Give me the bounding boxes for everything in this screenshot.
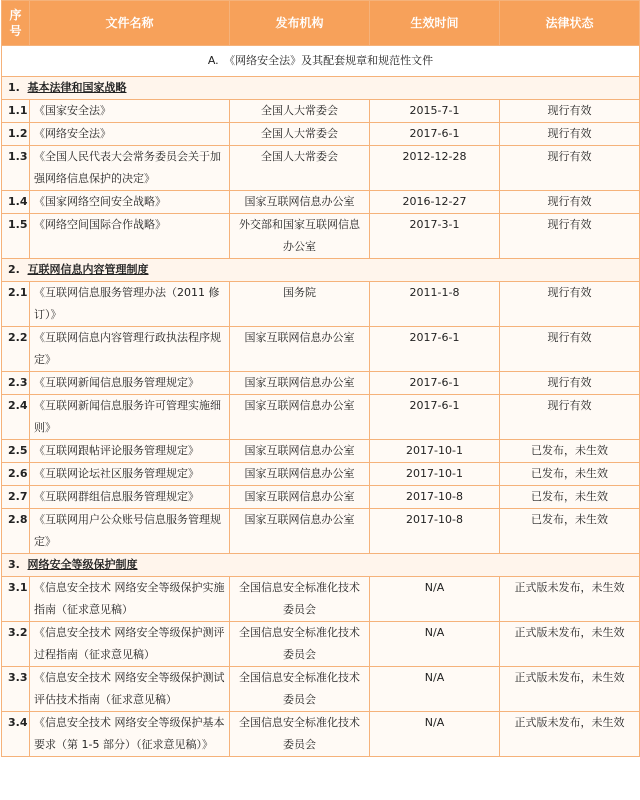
legal-status: 现行有效 bbox=[500, 395, 640, 440]
document-name: 《互联网用户公众账号信息服务管理规定》 bbox=[30, 509, 230, 554]
effective-date: 2017-6-1 bbox=[370, 123, 500, 146]
row-number: 2.4 bbox=[2, 395, 30, 440]
table-row bbox=[2, 282, 640, 327]
section-title: 基本法律和国家战略 bbox=[27, 81, 127, 94]
row-number: 2.5 bbox=[2, 440, 30, 463]
legal-status: 现行有效 bbox=[500, 214, 640, 259]
effective-date: N/A bbox=[370, 577, 500, 622]
issuing-body: 国家互联网信息办公室 bbox=[230, 327, 370, 372]
regulations-table bbox=[1, 0, 640, 757]
row-number: 2.3 bbox=[2, 372, 30, 395]
table-row bbox=[2, 100, 640, 123]
issuing-body: 国家互联网信息办公室 bbox=[230, 395, 370, 440]
legal-status: 正式版未发布，未生效 bbox=[500, 712, 640, 757]
effective-date: N/A bbox=[370, 712, 500, 757]
issuing-body: 国家互联网信息办公室 bbox=[230, 372, 370, 395]
issuing-body: 国家互联网信息办公室 bbox=[230, 509, 370, 554]
legal-status: 已发布，未生效 bbox=[500, 440, 640, 463]
document-name: 《互联网信息内容管理行政执法程序规定》 bbox=[30, 327, 230, 372]
header-name: 文件名称 bbox=[30, 1, 230, 46]
effective-date: N/A bbox=[370, 667, 500, 712]
document-name: 《信息安全技术 网络安全等级保护实施指南（征求意见稿） bbox=[30, 577, 230, 622]
row-number: 3.3 bbox=[2, 667, 30, 712]
table-row bbox=[2, 395, 640, 440]
legal-status: 已发布，未生效 bbox=[500, 509, 640, 554]
legal-status: 正式版未发布，未生效 bbox=[500, 667, 640, 712]
legal-status: 现行有效 bbox=[500, 372, 640, 395]
table-row bbox=[2, 622, 640, 667]
issuing-body: 全国信息安全标准化技术委员会 bbox=[230, 577, 370, 622]
effective-date: 2017-6-1 bbox=[370, 327, 500, 372]
table-row bbox=[2, 146, 640, 191]
section-header bbox=[2, 554, 640, 577]
document-name: 《全国人民代表大会常务委员会关于加强网络信息保护的决定》 bbox=[30, 146, 230, 191]
document-name: 《互联网论坛社区服务管理规定》 bbox=[30, 463, 230, 486]
part-title: A. 《网络安全法》及其配套规章和规范性文件 bbox=[2, 46, 640, 77]
header-org: 发布机构 bbox=[230, 1, 370, 46]
effective-date: 2015-7-1 bbox=[370, 100, 500, 123]
document-name: 《信息安全技术 网络安全等级保护测试评估技术指南（征求意见稿） bbox=[30, 667, 230, 712]
table-row bbox=[2, 667, 640, 712]
legal-status: 现行有效 bbox=[500, 123, 640, 146]
row-number: 2.1 bbox=[2, 282, 30, 327]
row-number: 1.3 bbox=[2, 146, 30, 191]
effective-date: 2011-1-8 bbox=[370, 282, 500, 327]
issuing-body: 国家互联网信息办公室 bbox=[230, 440, 370, 463]
table-row bbox=[2, 577, 640, 622]
document-name: 《国家网络空间安全战略》 bbox=[30, 191, 230, 214]
table-row bbox=[2, 123, 640, 146]
document-name: 《互联网新闻信息服务许可管理实施细则》 bbox=[30, 395, 230, 440]
legal-status: 现行有效 bbox=[500, 327, 640, 372]
table-row bbox=[2, 372, 640, 395]
effective-date: 2017-6-1 bbox=[370, 395, 500, 440]
legal-status: 已发布，未生效 bbox=[500, 486, 640, 509]
issuing-body: 国家互联网信息办公室 bbox=[230, 191, 370, 214]
effective-date: 2017-10-8 bbox=[370, 486, 500, 509]
row-number: 3.1 bbox=[2, 577, 30, 622]
document-name: 《信息安全技术 网络安全等级保护基本要求（第 1-5 部分）（征求意见稿）》 bbox=[30, 712, 230, 757]
issuing-body: 全国信息安全标准化技术委员会 bbox=[230, 667, 370, 712]
effective-date: 2017-10-1 bbox=[370, 440, 500, 463]
legal-status: 正式版未发布，未生效 bbox=[500, 622, 640, 667]
section-number: 1. bbox=[8, 81, 20, 94]
table-row bbox=[2, 712, 640, 757]
effective-date: 2017-10-1 bbox=[370, 463, 500, 486]
effective-date: 2017-10-8 bbox=[370, 509, 500, 554]
row-number: 2.2 bbox=[2, 327, 30, 372]
issuing-body: 全国信息安全标准化技术委员会 bbox=[230, 712, 370, 757]
table-row bbox=[2, 191, 640, 214]
document-name: 《网络空间国际合作战略》 bbox=[30, 214, 230, 259]
header-row bbox=[2, 1, 640, 46]
issuing-body: 全国人大常委会 bbox=[230, 100, 370, 123]
row-number: 1.4 bbox=[2, 191, 30, 214]
issuing-body: 国家互联网信息办公室 bbox=[230, 486, 370, 509]
section-title: 互联网信息内容管理制度 bbox=[27, 263, 149, 276]
table-row bbox=[2, 214, 640, 259]
row-number: 3.4 bbox=[2, 712, 30, 757]
section-number: 3. bbox=[8, 558, 20, 571]
legal-status: 现行有效 bbox=[500, 282, 640, 327]
section-header bbox=[2, 259, 640, 282]
issuing-body: 国务院 bbox=[230, 282, 370, 327]
legal-status: 已发布，未生效 bbox=[500, 463, 640, 486]
effective-date: N/A bbox=[370, 622, 500, 667]
table-row bbox=[2, 509, 640, 554]
table-row bbox=[2, 327, 640, 372]
part-title-row bbox=[2, 46, 640, 77]
row-number: 2.7 bbox=[2, 486, 30, 509]
header-seq: 序号 bbox=[2, 1, 30, 46]
issuing-body: 国家互联网信息办公室 bbox=[230, 463, 370, 486]
row-number: 3.2 bbox=[2, 622, 30, 667]
section-header-row bbox=[2, 554, 640, 577]
effective-date: 2017-3-1 bbox=[370, 214, 500, 259]
document-name: 《网络安全法》 bbox=[30, 123, 230, 146]
table-row bbox=[2, 440, 640, 463]
effective-date: 2016-12-27 bbox=[370, 191, 500, 214]
table-row bbox=[2, 463, 640, 486]
document-name: 《互联网新闻信息服务管理规定》 bbox=[30, 372, 230, 395]
effective-date: 2017-6-1 bbox=[370, 372, 500, 395]
legal-status: 现行有效 bbox=[500, 100, 640, 123]
issuing-body: 全国人大常委会 bbox=[230, 146, 370, 191]
document-name: 《互联网群组信息服务管理规定》 bbox=[30, 486, 230, 509]
table-body bbox=[2, 46, 640, 757]
issuing-body: 全国人大常委会 bbox=[230, 123, 370, 146]
document-name: 《互联网跟帖评论服务管理规定》 bbox=[30, 440, 230, 463]
row-number: 1.5 bbox=[2, 214, 30, 259]
row-number: 1.2 bbox=[2, 123, 30, 146]
section-header-row bbox=[2, 77, 640, 100]
section-title: 网络安全等级保护制度 bbox=[27, 558, 138, 571]
legal-status: 正式版未发布，未生效 bbox=[500, 577, 640, 622]
legal-status: 现行有效 bbox=[500, 146, 640, 191]
section-number: 2. bbox=[8, 263, 20, 276]
row-number: 2.8 bbox=[2, 509, 30, 554]
section-header-row bbox=[2, 259, 640, 282]
document-name: 《互联网信息服务管理办法（2011 修订）》 bbox=[30, 282, 230, 327]
header-status: 法律状态 bbox=[500, 1, 640, 46]
document-name: 《信息安全技术 网络安全等级保护测评过程指南（征求意见稿） bbox=[30, 622, 230, 667]
issuing-body: 外交部和国家互联网信息办公室 bbox=[230, 214, 370, 259]
issuing-body: 全国信息安全标准化技术委员会 bbox=[230, 622, 370, 667]
table-row bbox=[2, 486, 640, 509]
legal-status: 现行有效 bbox=[500, 191, 640, 214]
section-header bbox=[2, 77, 640, 100]
row-number: 2.6 bbox=[2, 463, 30, 486]
effective-date: 2012-12-28 bbox=[370, 146, 500, 191]
row-number: 1.1 bbox=[2, 100, 30, 123]
header-date: 生效时间 bbox=[370, 1, 500, 46]
document-name: 《国家安全法》 bbox=[30, 100, 230, 123]
